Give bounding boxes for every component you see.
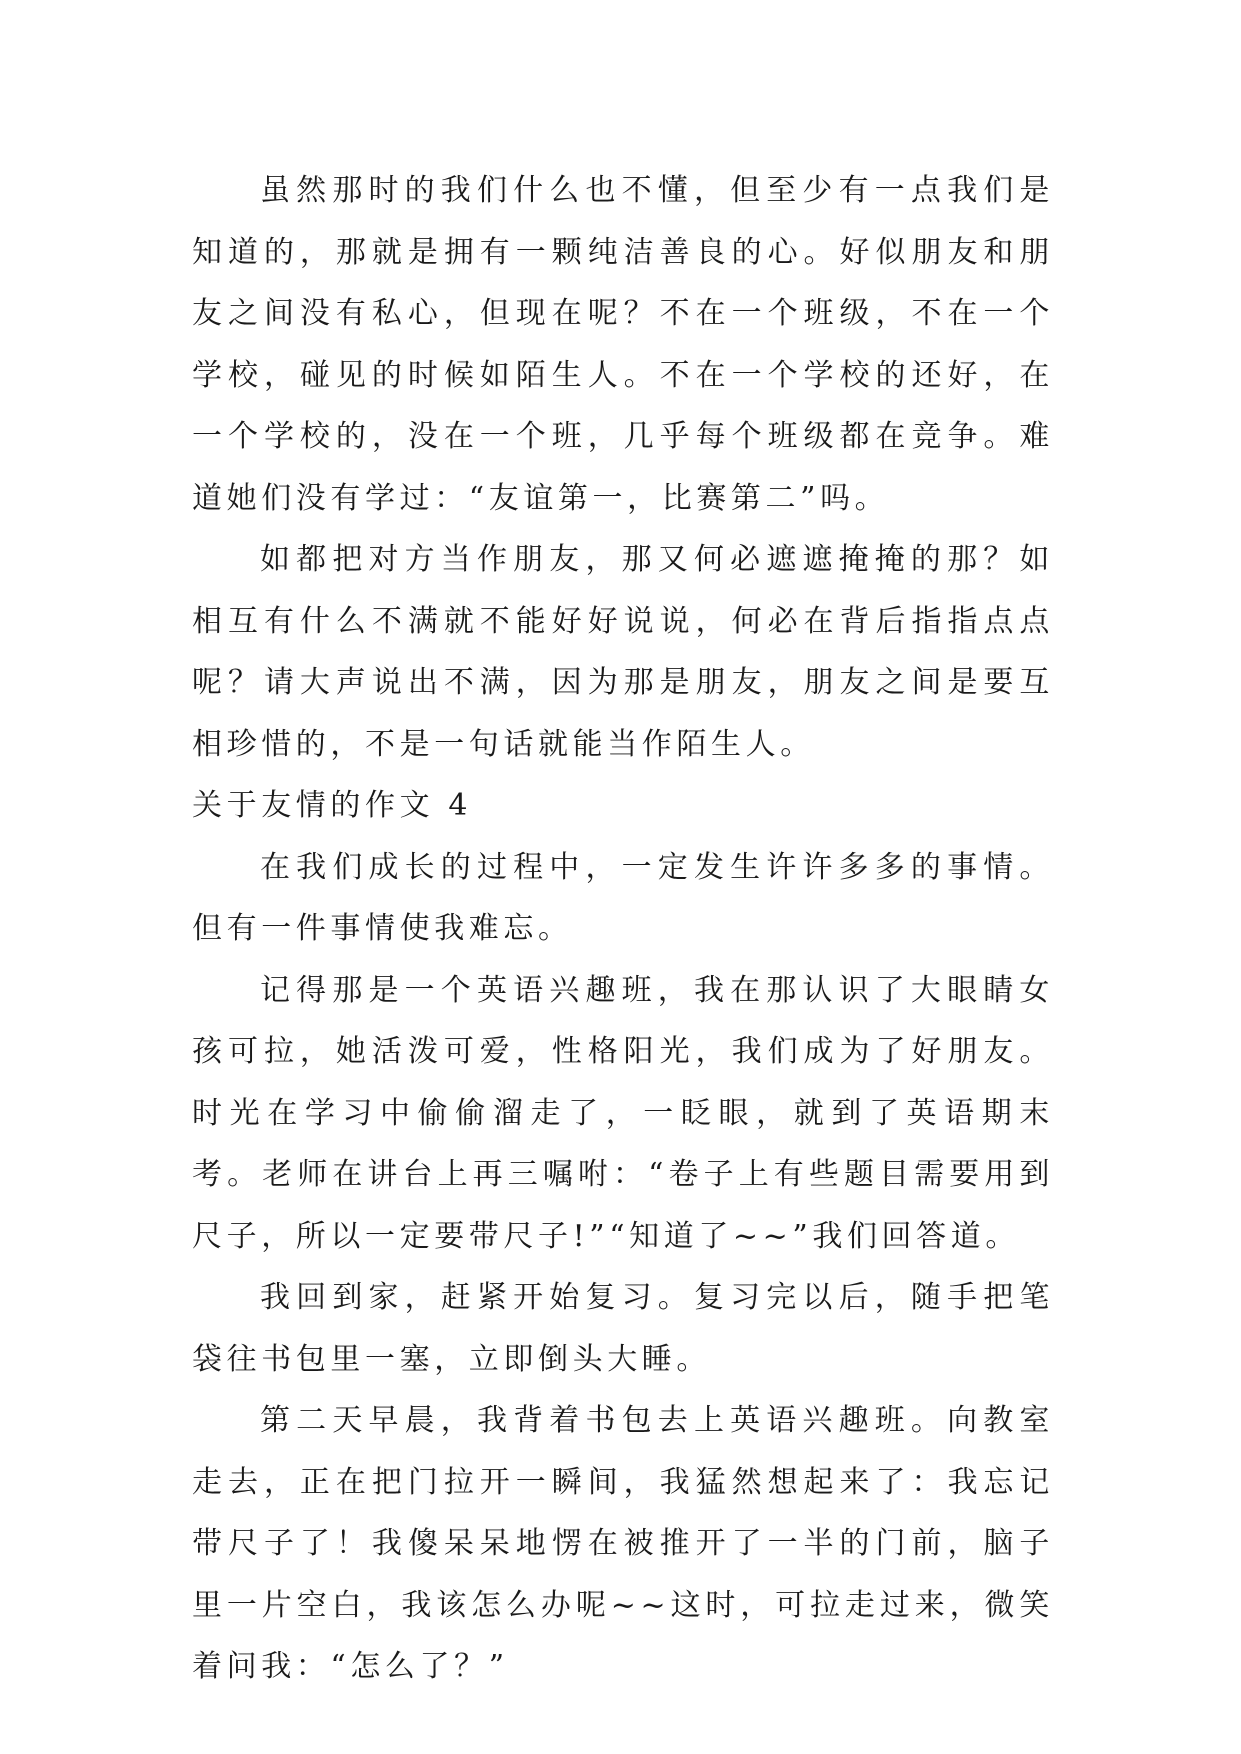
paragraph-5: 我回到家，赶紧开始复习。复习完以后，随手把笔袋往书包里一塞，立即倒头大睡。 bbox=[192, 1280, 1054, 1377]
paragraph-1: 虽然那时的我们什么也不懂，但至少有一点我们是知道的，那就是拥有一颗纯洁善良的心。好似朋友和朋友之间没有私心，但现在呢？不在一个班级，不在一个学校，碰见的时候如陌生人。不在一个学校的还好，在一个学校的，没在一个班，几乎每个班级都在竞争。难道她们没有学过：“友谊第一，比赛第二”吗。 bbox=[192, 173, 1054, 516]
section-heading: 关于友情的作文 4 bbox=[192, 788, 473, 823]
document-body bbox=[192, 160, 1054, 1698]
paragraph-4: 记得那是一个英语兴趣班，我在那认识了大眼睛女孩可拉，她活泼可爱，性格阳光，我们成为了好朋友。时光在学习中偷偷溜走了，一眨眼，就到了英语期末考。老师在讲台上再三嘱咐：“卷子上有些题目需要用到尺子，所以一定要带尺子!”“知道了~~”我们回答道。 bbox=[192, 972, 1054, 1254]
paragraph-6: 第二天早晨，我背着书包去上英语兴趣班。向教室走去，正在把门拉开一瞬间，我猛然想起来了：我忘记带尺子了！我傻呆呆地愣在被推开了一半的门前，脑子里一片空白，我该怎么办呢~~这时，可拉走过来，微笑着问我：“怎么了？” bbox=[192, 1403, 1054, 1684]
paragraph-3: 在我们成长的过程中，一定发生许许多多的事情。但有一件事情使我难忘。 bbox=[192, 849, 1054, 946]
paragraph-2: 如都把对方当作朋友，那又何必遮遮掩掩的那？如相互有什么不满就不能好好说说，何必在背后指指点点呢？请大声说出不满，因为那是朋友，朋友之间是要互相珍惜的，不是一句话就能当作陌生人。 bbox=[192, 542, 1054, 762]
